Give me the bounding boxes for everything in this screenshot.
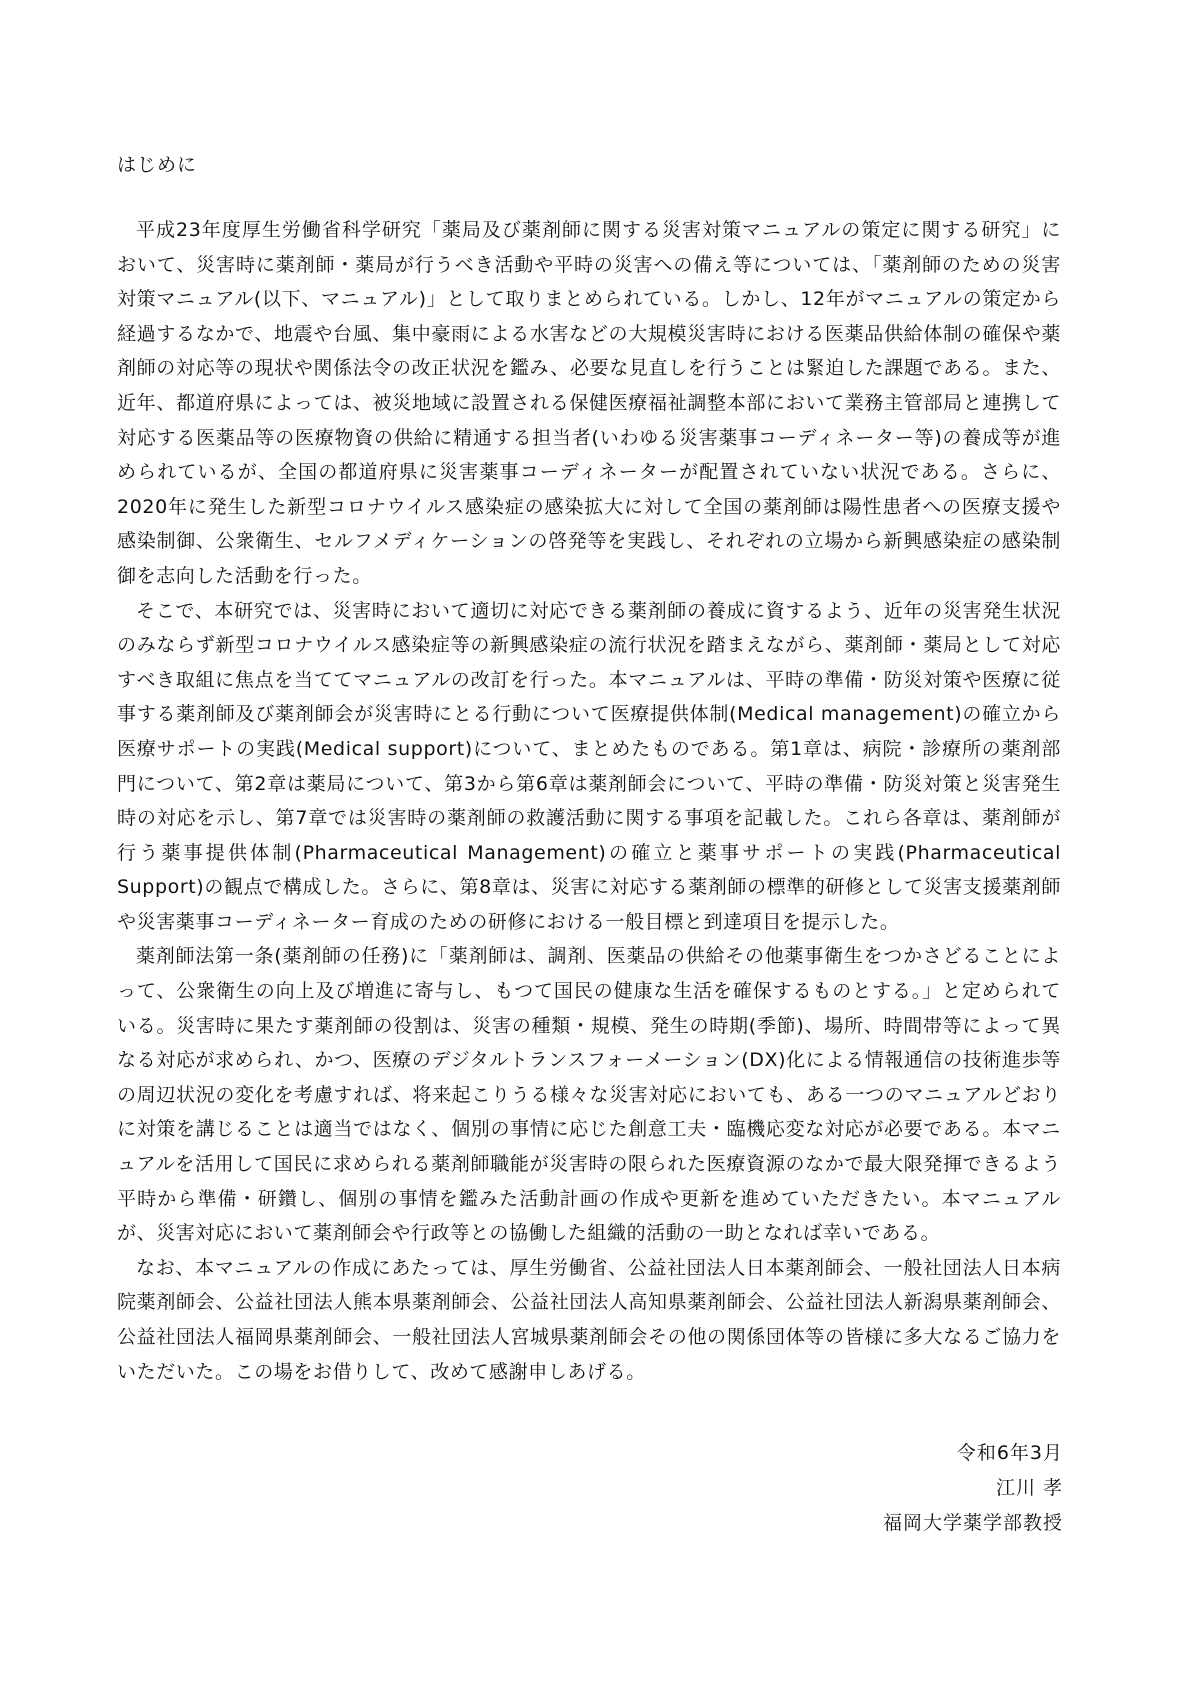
body-text [117, 213, 1061, 1389]
signature-name: 江川 孝 [995, 1477, 1063, 1499]
page-heading: はじめに [117, 154, 198, 176]
paragraph: なお、本マニュアルの作成にあたっては、厚生労働省、公益社団法人日本薬剤師会、一般社団法人日本病院薬剤師会、公益社団法人熊本県薬剤師会、公益社団法人高知県薬剤師会、公益社団法人新潟県薬剤師会、公益社団法人福岡県薬剤師会、一般社団法人宮城県薬剤師会その他の関係団体等の皆様に多大なるご協力をいただいた。この場をお借りして、改めて感謝申しあげる。 [117, 1256, 1061, 1383]
paragraph: 薬剤師法第一条(薬剤師の任務)に「薬剤師は、調剤、医薬品の供給その他薬事衛生をつかさどることによって、公衆衛生の向上及び増進に寄与し、もつて国民の健康な生活を確保するものとする。」と定められている。災害時に果たす薬剤師の役割は、災害の種類・規模、発生の時期(季節)、場所、時間帯等によって異なる対応が求められ、かつ、医療のデジタルトランスフォーメーション(DX)化による情報通信の技術進歩等の周辺状況の変化を考慮すれば、将来起こりうる様々な災害対応においても、ある一つのマニュアルどおりに対策を講じることは適当ではなく、個別の事情に応じた創意工夫・臨機応変な対応が必要である。本マニュアルを活用して国民に求められる薬剤師職能が災害時の限られた医療資源のなかで最大限発揮できるよう平時から準備・研鑽し、個別の事情を鑑みた活動計画の作成や更新を進めていただきたい。本マニュアルが、災害対応において薬剤師会や行政等との協働した組織的活動の一助となれば幸いである。 [117, 945, 1061, 1245]
paragraph: 平成23年度厚生労働省科学研究「薬局及び薬剤師に関する災害対策マニュアルの策定に関する研究」において、災害時に薬剤師・薬局が行うべき活動や平時の災害への備え等については、「薬剤師のための災害対策マニュアル(以下、マニュアル)」として取りまとめられている。しかし、12年がマニュアルの策定から経過するなかで、地震や台風、集中豪雨による水害などの大規模災害時における医薬品供給体制の確保や薬剤師の対応等の現状や関係法令の改正状況を鑑み、必要な見直しを行うことは緊迫した課題である。また、近年、都道府県によっては、被災地域に設置される保健医療福祉調整本部において業務主管部局と連携して対応する医薬品等の医療物資の供給に精通する担当者(いわゆる災害薬事コーディネーター等)の養成等が進められているが、全国の都道府県に災害薬事コーディネーターが配置されていない状況である。さらに、2020年に発生した新型コロナウイルス感染症の感染拡大に対して全国の薬剤師は陽性患者への医療支援や感染制御、公衆衛生、セルフメディケーションの啓発等を実践し、それぞれの立場から新興感染症の感染制御を志向した活動を行った。 [117, 219, 1061, 587]
signature-date: 令和6年3月 [956, 1442, 1063, 1464]
signature-title: 福岡大学薬学部教授 [882, 1512, 1063, 1534]
paragraph: そこで、本研究では、災害時において適切に対応できる薬剤師の養成に資するよう、近年の災害発生状況のみならず新型コロナウイルス感染症等の新興感染症の流行状況を踏まえながら、薬剤師・薬局として対応すべき取組に焦点を当ててマニュアルの改訂を行った。本マニュアルは、平時の準備・防災対策や医療に従事する薬剤師及び薬剤師会が災害時にとる行動について医療提供体制(Medical management)の確立から医療サポートの実践(Medical support)について、まとめたものである。第1章は、病院・診療所の薬剤部門について、第2章は薬局について、第3から第6章は薬剤師会について、平時の準備・防災対策と災害発生時の対応を示し、第7章では災害時の薬剤師の救護活動に関する事項を記載した。これら各章は、薬剤師が行う薬事提供体制(Pharmaceutical Management)の確立と薬事サポートの実践(Pharmaceutical Support)の観点で構成した。さらに、第8章は、災害に対応する薬剤師の標準的研修として災害支援薬剤師や災害薬事コーディネーター育成のための研修における一般目標と到達項目を提示した。 [117, 599, 1061, 933]
signature-block [883, 1436, 1063, 1541]
